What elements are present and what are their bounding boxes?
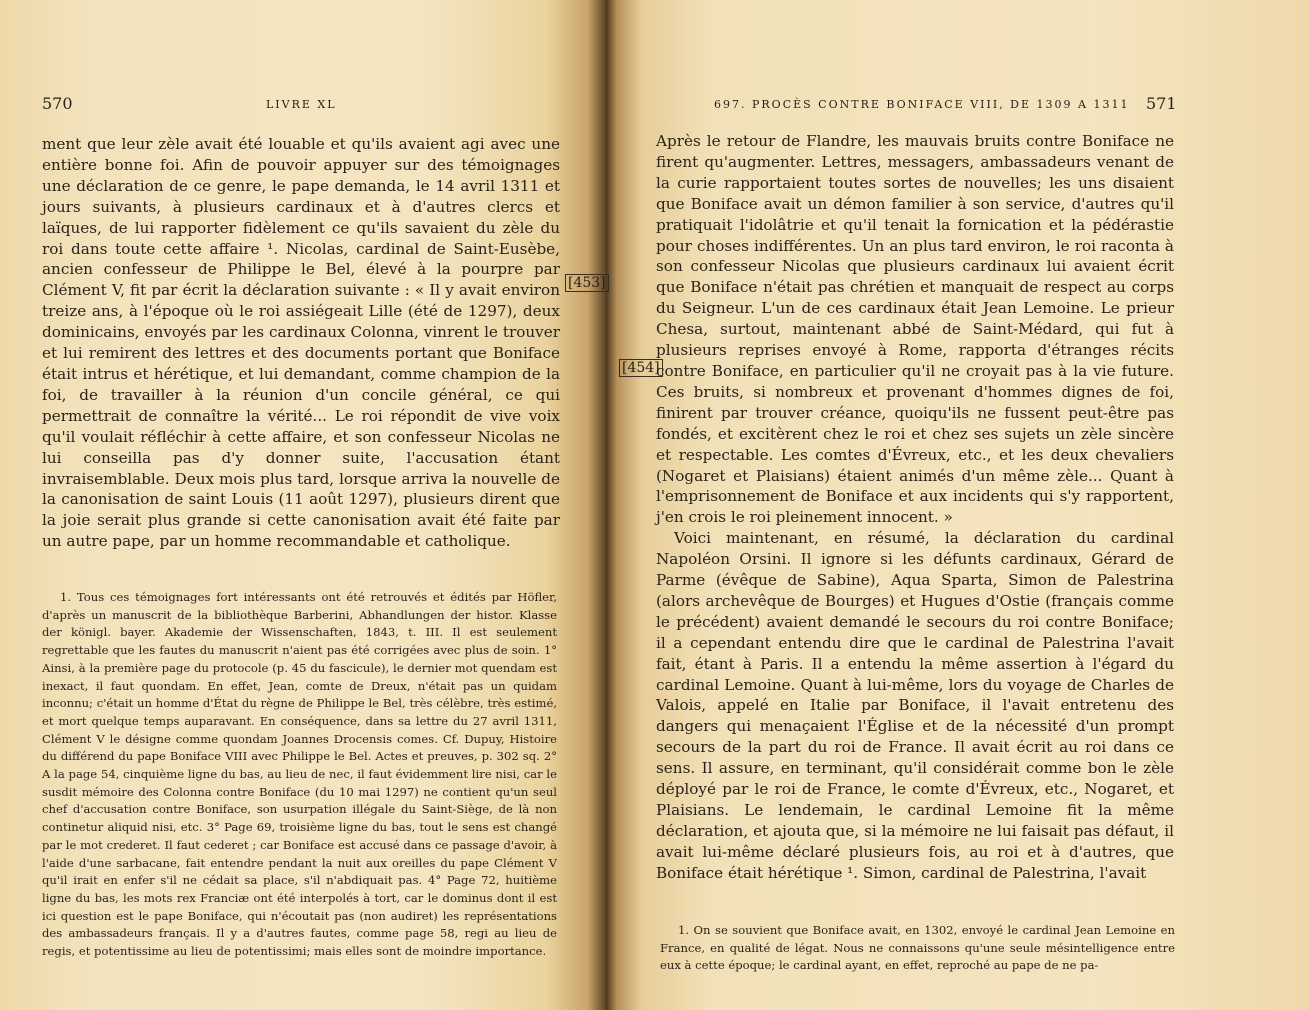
main-text — [42, 134, 560, 552]
footnote — [42, 589, 557, 961]
running-head: LIVRE XL — [266, 98, 337, 111]
margin-marker: [454] — [619, 359, 663, 377]
right-page — [606, 0, 1309, 1010]
main-text — [656, 131, 1174, 884]
paragraph: Après le retour de Flandre, les mauvais bruits contre Boniface ne firent qu'augmenter. Lettres, messagers, ambassadeurs venant de la curie rapportaient toutes sortes de nouvelles; les uns disaient que Boniface avait un démon familier à son service, d'autres qu'il pratiquait l'idolâtrie et qu'il tenait la fornication et la pédérastie pour choses indifférentes. Un an plus tard environ, le roi raconta à son confesseur Nicolas que plusieurs cardinaux lui avaient écrit que Boniface n'était pas chrétien et manquait de respect au corps du Seigneur. L'un de ces cardinaux était Jean Lemoine. Le prieur Chesa, surtout, maintenant abbé de Saint-Médard, qui fut à plusieurs reprises envoyé à Rome, rapporta d'étranges récits contre Boniface, en particulier qu'il ne croyait pas à la vie future. Ces bruits, si nombreux et provenant d'hommes dignes de foi, finirent par trouver créance, quoiqu'ils ne fussent peut-être pas fondés, et excitèrent chez le roi et chez ses sujets un zèle sincère et respectable. Les comtes d'Évreux, etc., et les deux chevaliers (Nogaret et Plaisians) étaient animés d'un même zèle... Quant à l'emprisonnement de Boniface et aux incidents qui s'y rapportent, j'en crois le roi pleinement innocent. » — [656, 132, 1174, 527]
page-number: 570 — [42, 94, 73, 113]
paragraph: Voici maintenant, en résumé, la déclaration du cardinal Napoléon Orsini. Il ignore si les défunts cardinaux, Gérard de Parme (évêque de Sabine), Aqua Sparta, Simon de Palestrina (alors archevêque de Bourges) et Hugues d'Ostie (français comme le précédent) avaient demandé le secours du roi contre Boniface; il a cependant entendu dire que le cardinal de Palestrina l'avait fait, étant à Paris. Il a entendu la même assertion à l'égard du cardinal Lemoine. Quant à lui-même, lors du voyage de Charles de Valois, appelé en Italie par Boniface, il l'avait entretenu des dangers qui menaçaient l'Église et de la nécessité d'un prompt secours de la part du roi de France. Il avait écrit au roi dans ce sens. Il assure, en terminant, qu'il considérait comme bon le zèle déployé par le roi de France, le comte d'Évreux, etc., Nogaret, et Plaisians. Le lendemain, le cardinal Lemoine fit la même déclaration, et ajouta que, si la mémoire ne lui faisait pas défaut, il avait lui-même déclaré plusieurs fois, au roi et à d'autres, que Boniface était hérétique ¹. Simon, cardinal de Palestrina, l'avait — [656, 529, 1174, 882]
left-page — [0, 0, 606, 1010]
margin-marker: [453] — [565, 274, 609, 292]
running-head: 697. PROCÈS CONTRE BONIFACE VIII, DE 1309 A 1311 — [714, 98, 1130, 111]
footnote-text: 1. On se souvient que Boniface avait, en 1302, envoyé le cardinal Jean Lemoine en France, en qualité de légat. Nous ne connaissons qu'une seule mésintelligence entre eux à cette époque; le cardinal ayant, en effet, reproché au pape de ne pa- — [660, 923, 1175, 973]
footnote — [660, 922, 1175, 975]
footnote-text: 1. Tous ces témoignages fort intéressants ont été retrouvés et édités par Höfler, d'après un manuscrit de la bibliothèque Barberini, Abhandlungen der histor. Klasse der königl. bayer. Akademie der Wissenschaften, 1843, t. III. Il est seulement regrettable que les fautes du manuscrit n'aient pas été corrigées avec plus de soin. 1° Ainsi, à la première page du protocole (p. 45 du fascicule), le dernier mot quendam est inexact, il faut quondam. En effet, Jean, comte de Dreux, n'était pas un quidam inconnu; c'était un homme d'État du règne de Philippe le Bel, très célèbre, très estimé, et mort quelque temps auparavant. En conséquence, dans sa lettre du 27 avril 1311, Clément V le désigne comme quondam Joannes Drocensis comes. Cf. Dupuy, Histoire du différend du pape Boniface VIII avec Philippe le Bel. Actes et preuves, p. 302 sq. 2° A la page 54, cinquième ligne du bas, au lieu de nec, il faut évidemment lire nisi, car le susdit mémoire des Colonna contre Boniface (du 10 mai 1297) ne contient qu'un seul chef d'accusation contre Boniface, son usurpation illégale du Saint-Siège, de là non continetur aliquid nisi, etc. 3° Page 69, troisième ligne du bas, tout le sens est changé par le mot crederet. Il faut cederet ; car Boniface est accusé dans ce passage d'avoir, à l'aide d'une sarbacane, fait entendre pendant la nuit aux oreilles du pape Clément V qu'il irait en enfer s'il ne cédait sa place, s'il n'abdiquait pas. 4° Page 72, huitième ligne du bas, les mots rex Franciæ ont été interpolés à tort, car le dominus dont il est ici question est le pape Boniface, qui n'écoutait pas (non audiret) les représentations des ambassadeurs français. Il y a d'autres fautes, comme page 58, regi au lieu de regis, et potentissime au lieu de potentissimi; mais elles sont de moindre importance. — [42, 590, 557, 959]
paragraph: ment que leur zèle avait été louable et qu'ils avaient agi avec une entière bonne foi. Afin de pouvoir appuyer sur des témoignages une déclaration de ce genre, le pape demanda, le 14 avril 1311 et jours suivants, à plusieurs cardinaux et à d'autres clercs et laïques, de lui rapporter fidèlement ce qu'ils savaient du zèle du roi dans toute cette affaire ¹. Nicolas, cardinal de Saint-Eusèbe, ancien confesseur de Philippe le Bel, élevé à la pourpre par Clément V, fit par écrit la déclaration suivante : « Il y avait environ treize ans, à l'époque où le roi assiégeait Lille (été de 1297), deux dominicains, envoyés par les cardinaux Colonna, vinrent le trouver et lui remirent des lettres et des documents portant que Boniface était intrus et hérétique, et lui demandant, comme champion de la foi, de travailler à la réunion d'un concile général, ce qui permettrait de connaître la vérité... Le roi répondit de vive voix qu'il voulait réfléchir à cette affaire, et son confesseur Nicolas ne lui conseilla pas d'y donner suite, l'accusation étant invraisemblable. Deux mois plus tard, lorsque arriva la nouvelle de la canonisation de saint Louis (11 août 1297), plusieurs dirent que la joie serait plus grande si cette canonisation avait été faite par un autre pape, par un homme recommandable et catholique. — [42, 135, 560, 551]
page-number: 571 — [1146, 94, 1177, 113]
